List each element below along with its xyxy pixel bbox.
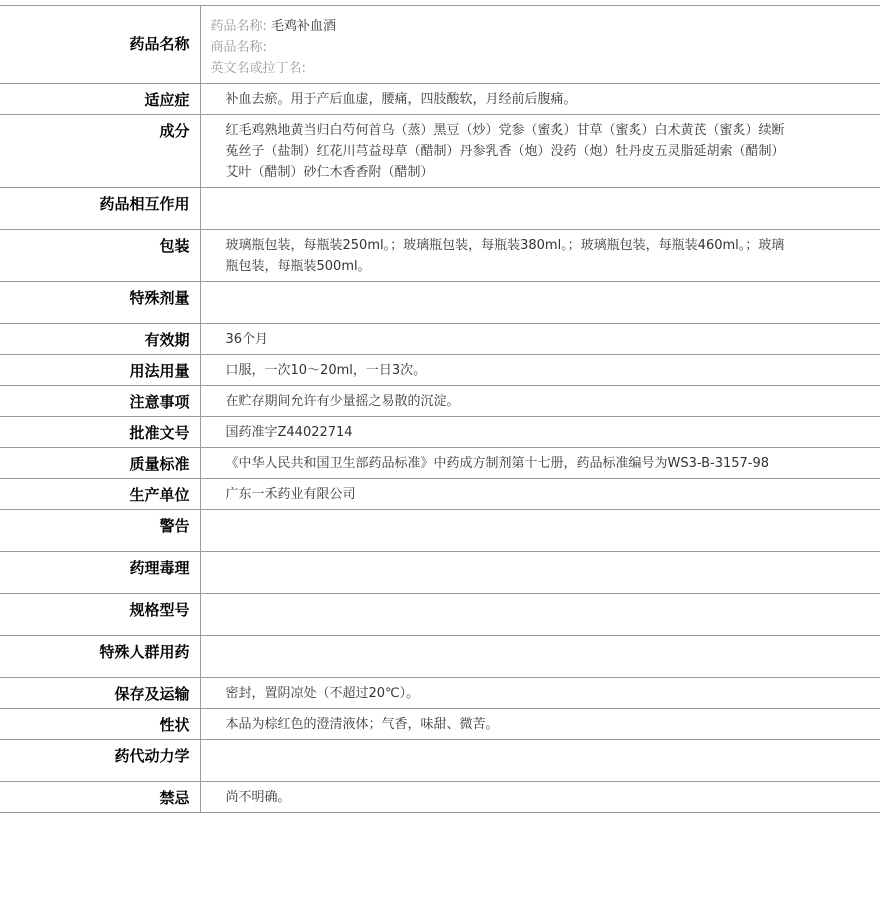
trade-name-line — [211, 37, 871, 58]
row-label: 药品名称 — [0, 6, 200, 84]
row-label: 规格型号 — [0, 594, 200, 636]
row-usage — [0, 355, 880, 386]
row-interactions — [0, 188, 880, 230]
row-warning — [0, 510, 880, 552]
english-name-line — [211, 58, 871, 79]
row-label: 质量标准 — [0, 448, 200, 479]
row-label: 有效期 — [0, 324, 200, 355]
row-storage — [0, 678, 880, 709]
row-label: 用法用量 — [0, 355, 200, 386]
row-value: 《中华人民共和国卫生部药品标准》中药成方制剂第十七册，药品标准编号为WS3-B-3157-98 — [200, 448, 880, 479]
row-label: 注意事项 — [0, 386, 200, 417]
trade-name-label: 商品名称: — [210, 40, 267, 55]
row-label: 生产单位 — [0, 479, 200, 510]
row-label: 药品相互作用 — [0, 188, 200, 230]
row-special-dosage — [0, 282, 880, 324]
row-value — [200, 594, 880, 636]
row-specification — [0, 594, 880, 636]
drug-info-table — [0, 5, 880, 813]
row-label: 药理毒理 — [0, 552, 200, 594]
row-value: 红毛鸡熟地黄当归白芍何首乌（蒸）黑豆（炒）党参（蜜炙）甘草（蜜炙）白术黄芪（蜜炙）续断菟丝子（盐制）红花川芎益母草（醋制）丹参乳香（炮）没药（炮）牡丹皮五灵脂延胡索（醋制）艾叶（醋制）砂仁木香香附（醋制） — [200, 115, 880, 188]
row-label: 包装 — [0, 230, 200, 282]
row-approval — [0, 417, 880, 448]
row-value: 补血去瘀。用于产后血虚，腰痛，四肢酸软，月经前后腹痛。 — [200, 84, 880, 115]
row-value: 密封，置阴凉处（不超过20℃）。 — [200, 678, 880, 709]
row-label: 批准文号 — [0, 417, 200, 448]
drug-name-line — [211, 16, 871, 37]
row-precautions — [0, 386, 880, 417]
row-value — [200, 636, 880, 678]
row-value: 36个月 — [200, 324, 880, 355]
row-label: 保存及运输 — [0, 678, 200, 709]
row-description — [0, 709, 880, 740]
row-toxicology — [0, 552, 880, 594]
row-label: 性状 — [0, 709, 200, 740]
row-value — [200, 552, 880, 594]
row-shelf-life — [0, 324, 880, 355]
row-value: 国药准字Z44022714 — [200, 417, 880, 448]
name-block — [200, 6, 880, 84]
row-value — [200, 740, 880, 782]
row-value: 玻璃瓶包装，每瓶装250ml。；玻璃瓶包装，每瓶装380ml。；玻璃瓶包装，每瓶装460ml。；玻璃瓶包装，每瓶装500ml。 — [200, 230, 880, 282]
row-value: 本品为棕红色的澄清液体；气香，味甜、微苦。 — [200, 709, 880, 740]
row-value — [200, 282, 880, 324]
row-label: 特殊剂量 — [0, 282, 200, 324]
row-drug-name — [0, 6, 880, 84]
drug-name-label: 药品名称: — [210, 19, 267, 34]
row-value — [200, 188, 880, 230]
row-value: 在贮存期间允许有少量摇之易散的沉淀。 — [200, 386, 880, 417]
english-name-label: 英文名或拉丁名: — [210, 61, 306, 76]
row-label: 药代动力学 — [0, 740, 200, 782]
row-value — [200, 510, 880, 552]
row-label: 适应症 — [0, 84, 200, 115]
row-special-population — [0, 636, 880, 678]
row-contraindications — [0, 782, 880, 813]
row-label: 成分 — [0, 115, 200, 188]
row-value: 口服，一次10～20ml，一日3次。 — [200, 355, 880, 386]
row-pharmacokinetics — [0, 740, 880, 782]
row-packaging — [0, 230, 880, 282]
row-value: 广东一禾药业有限公司 — [200, 479, 880, 510]
row-indications — [0, 84, 880, 115]
row-value: 尚不明确。 — [200, 782, 880, 813]
drug-name-value: 毛鸡补血酒 — [271, 19, 337, 34]
row-manufacturer — [0, 479, 880, 510]
row-label: 特殊人群用药 — [0, 636, 200, 678]
row-label: 禁忌 — [0, 782, 200, 813]
row-ingredients — [0, 115, 880, 188]
row-label: 警告 — [0, 510, 200, 552]
row-standard — [0, 448, 880, 479]
